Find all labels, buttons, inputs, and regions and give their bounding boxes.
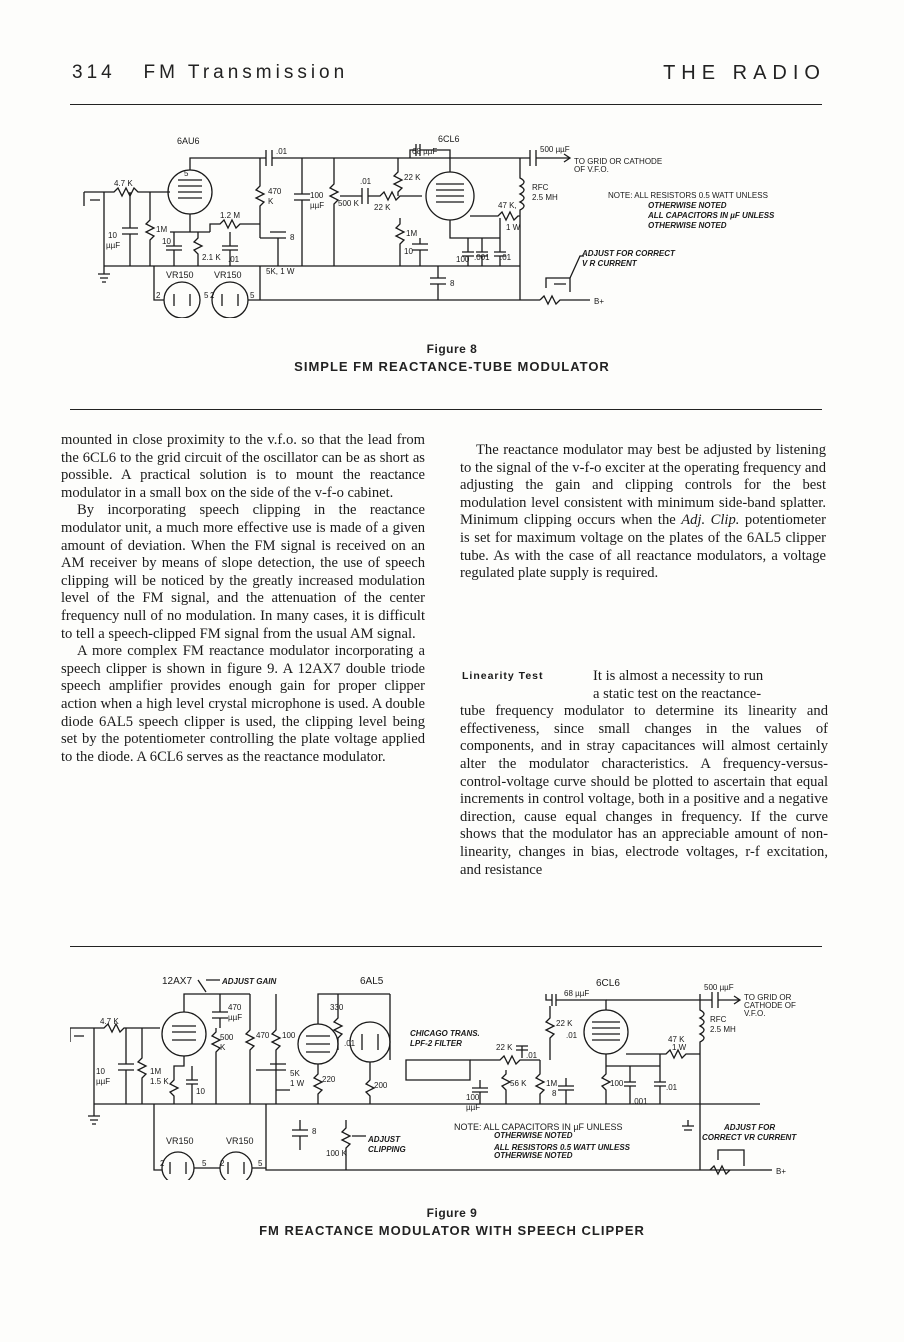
- figure-8-number: Figure 8: [426, 342, 478, 356]
- svg-text:1.5 K: 1.5 K: [150, 1077, 169, 1086]
- svg-text:1M: 1M: [406, 229, 418, 238]
- svg-text:VR150: VR150: [214, 270, 242, 280]
- svg-text:4.7 K: 4.7 K: [100, 1017, 119, 1026]
- svg-text:10: 10: [108, 231, 117, 240]
- svg-text:470: 470: [268, 187, 282, 196]
- fig9-tube2: 6AL5: [360, 976, 384, 987]
- svg-text:100: 100: [466, 1093, 480, 1102]
- svg-text:V.F.O.: V.F.O.: [744, 1009, 766, 1018]
- svg-text:.01: .01: [566, 1031, 578, 1040]
- svg-text:100: 100: [456, 255, 470, 264]
- svg-text:2: 2: [210, 291, 215, 300]
- svg-text:.001: .001: [632, 1097, 648, 1106]
- linearity-body: tube frequency modulator to determine its linearity and effectiveness, since small changes in the values of components, and in stray capacitances will almost certainly alter the modulator characteristics. A frequency-versus-control-voltage curve should be plotted to ascertain that equal increments in control voltage, both in a positive and a negative direction, cause equal changes in frequency. If the curve shows that the modulator has an appreciable amount of non-linearity, changes in bias, electrode voltages, r-f excitation, and resistance: [460, 703, 828, 878]
- svg-text:1M: 1M: [156, 225, 168, 234]
- svg-text:.01: .01: [666, 1083, 678, 1092]
- svg-text:2.1 K: 2.1 K: [202, 253, 221, 262]
- svg-text:.01: .01: [276, 147, 288, 156]
- figure-8-rule: [70, 409, 822, 410]
- svg-text:2.5 MH: 2.5 MH: [710, 1025, 736, 1034]
- figure-8-schematic: [70, 128, 822, 318]
- svg-text:µµF: µµF: [228, 1013, 243, 1022]
- svg-text:22 K: 22 K: [374, 203, 391, 212]
- figure-9-top-rule: [70, 946, 822, 947]
- svg-text:LPF-2 FILTER: LPF-2 FILTER: [410, 1039, 462, 1048]
- svg-text:ALL CAPACITORS IN µF UNLESS: ALL CAPACITORS IN µF UNLESS: [648, 211, 775, 220]
- svg-text:500 µµF: 500 µµF: [704, 983, 734, 992]
- body-right-column: [460, 442, 826, 583]
- fig8-bplus: B+: [594, 297, 605, 306]
- body-left-column: [61, 432, 425, 766]
- svg-text:OTHERWISE NOTED: OTHERWISE NOTED: [648, 221, 727, 230]
- svg-text:100 K: 100 K: [326, 1149, 347, 1158]
- page-number: 314: [72, 62, 116, 83]
- publication-title: THE RADIO: [663, 62, 826, 84]
- svg-text:µµF: µµF: [310, 201, 325, 210]
- svg-text:.001: .001: [474, 253, 490, 262]
- svg-text:ADJUST: ADJUST: [368, 1135, 401, 1144]
- svg-text:500 µµF: 500 µµF: [540, 145, 570, 154]
- svg-text:500: 500: [220, 1033, 234, 1042]
- linearity-test-section: [460, 668, 828, 879]
- svg-text:2: 2: [160, 1159, 165, 1168]
- svg-text:56 K: 56 K: [510, 1079, 527, 1088]
- svg-text:µµF: µµF: [466, 1103, 481, 1112]
- svg-text:1M: 1M: [546, 1079, 558, 1088]
- svg-text:RFC: RFC: [710, 1015, 727, 1024]
- svg-text:OTHERWISE NOTED: OTHERWISE NOTED: [494, 1131, 573, 1140]
- figure-9-caption: [0, 1206, 904, 1238]
- fig9-tube3: 6CL6: [596, 978, 620, 989]
- fig9-bplus: B+: [776, 1167, 787, 1176]
- svg-text:1 W: 1 W: [672, 1043, 687, 1052]
- svg-text:22 K: 22 K: [556, 1019, 573, 1028]
- linearity-line-1: It is almost a necessity to run: [593, 668, 764, 684]
- svg-text:8: 8: [450, 279, 455, 288]
- svg-text:5: 5: [184, 169, 189, 178]
- figure-9-number: Figure 9: [426, 1206, 478, 1220]
- svg-text:10: 10: [162, 237, 171, 246]
- svg-text:1 W: 1 W: [506, 223, 521, 232]
- svg-text:47 K,: 47 K,: [498, 201, 517, 210]
- svg-text:22 K: 22 K: [496, 1043, 513, 1052]
- svg-text:ADJUST GAIN: ADJUST GAIN: [222, 977, 277, 986]
- svg-text:K: K: [220, 1043, 226, 1052]
- body-left-para-3: A more complex FM reactance modulator incorporating a speech clipper is shown in figure 9. A 12AX7 double triode speech amplifier provides enough gain for proper clipper action when a high level crystal microphone is used. A double diode 6AL5 speech clipper is used, the clipping level being set by the potentiometer controlling the plate voltage applied to the diode. A 6CL6 serves as the reactance modulator.: [61, 643, 425, 765]
- svg-text:V R CURRENT: V R CURRENT: [582, 259, 637, 268]
- svg-text:VR150: VR150: [226, 1136, 254, 1146]
- svg-text:CLIPPING: CLIPPING: [368, 1145, 406, 1154]
- svg-text:µµF: µµF: [96, 1077, 111, 1086]
- svg-text:OTHERWISE NOTED: OTHERWISE NOTED: [494, 1151, 573, 1160]
- svg-text:200: 200: [374, 1081, 388, 1090]
- svg-text:5: 5: [250, 291, 255, 300]
- svg-text:10: 10: [196, 1087, 205, 1096]
- svg-text:470: 470: [256, 1031, 270, 1040]
- svg-text:2: 2: [220, 1159, 225, 1168]
- svg-text:TO GRID OR: TO GRID OR: [744, 993, 792, 1002]
- svg-text:OTHERWISE NOTED: OTHERWISE NOTED: [648, 201, 727, 210]
- svg-text:.01: .01: [526, 1051, 538, 1060]
- header-rule: [70, 104, 822, 105]
- svg-text:VR150: VR150: [166, 1136, 194, 1146]
- linearity-heading: Linearity Test: [462, 670, 544, 682]
- svg-text:ADJUST FOR: ADJUST FOR: [724, 1123, 776, 1132]
- svg-text:.01: .01: [228, 255, 240, 264]
- svg-text:OF V.F.O.: OF V.F.O.: [574, 165, 609, 174]
- fig8-tube1: 6AU6: [177, 136, 200, 146]
- svg-text:ADJUST FOR CORRECT: ADJUST FOR CORRECT: [582, 249, 675, 258]
- svg-text:8: 8: [312, 1127, 317, 1136]
- svg-text:10: 10: [96, 1067, 105, 1076]
- svg-text:5K, 1 W: 5K, 1 W: [266, 267, 295, 276]
- svg-text:1M: 1M: [150, 1067, 162, 1076]
- svg-text:2: 2: [156, 291, 161, 300]
- svg-text:K: K: [268, 197, 274, 206]
- svg-text:2.5 MH: 2.5 MH: [532, 193, 558, 202]
- section-title: FM Transmission: [143, 62, 349, 83]
- svg-text:TO GRID OR CATHODE: TO GRID OR CATHODE: [574, 157, 663, 166]
- svg-text:8: 8: [290, 233, 295, 242]
- svg-text:VR150: VR150: [166, 270, 194, 280]
- fig9-note: NOTE: ALL CAPACITORS IN µF UNLESS: [454, 1122, 623, 1132]
- figure-9-schematic: [70, 970, 822, 1180]
- body-right-para-1: The reactance modulator may best be adjusted by listening to the signal of the v-f-o exciter at the operating frequency and adjusting the gain and clipping controls for the best modulation level consistent with minimum side-band splatter. Minimum clipping occurs when the Adj. Clip. potentiometer is set for maximum voltage on the plates of the 6AL5 clipper tube. As with the case of all reactance modulators, a voltage regulated plate supply is required.: [460, 442, 826, 582]
- svg-text:10: 10: [404, 247, 413, 256]
- svg-text:CHICAGO TRANS.: CHICAGO TRANS.: [410, 1029, 480, 1038]
- body-left-para-2: By incorporating speech clipping in the reactance modulator unit, a much more effective use is made of a given amount of deviation. When the FM signal is received on an AM receiver by means of slope detection, the use of speech clipping will be noticed by the greatly increased modulation level of the FM signal, and the attenuation of the center frequency null of no modulation. In many cases, it is difficult to tell a speech-clipped FM signal from the usual AM signal.: [61, 502, 425, 642]
- svg-text:1.2 M: 1.2 M: [220, 211, 241, 220]
- svg-text:5: 5: [204, 291, 209, 300]
- svg-text:68 µµF: 68 µµF: [564, 989, 590, 998]
- fig8-r47k: 4.7 K: [114, 179, 133, 188]
- svg-text:.01: .01: [344, 1039, 356, 1048]
- svg-text:100: 100: [282, 1031, 296, 1040]
- svg-text:8: 8: [552, 1089, 557, 1098]
- svg-text:330: 330: [330, 1003, 344, 1012]
- fig9-tube1: 12AX7: [162, 976, 193, 987]
- svg-text:CATHODE OF: CATHODE OF: [744, 1001, 796, 1010]
- svg-text:100: 100: [610, 1079, 624, 1088]
- figure-8-title: SIMPLE FM REACTANCE-TUBE MODULATOR: [294, 359, 610, 374]
- svg-text:68 µµF: 68 µµF: [412, 147, 438, 156]
- svg-text:1 W: 1 W: [290, 1079, 305, 1088]
- svg-text:5: 5: [202, 1159, 207, 1168]
- svg-text:470: 470: [228, 1003, 242, 1012]
- svg-text:CORRECT VR CURRENT: CORRECT VR CURRENT: [702, 1133, 797, 1142]
- svg-text:22 K: 22 K: [404, 173, 421, 182]
- body-left-para-1: mounted in close proximity to the v.f.o. so that the lead from the 6CL6 to the grid circuit of the oscillator can be as short as possible. A practical solution is to mount the reactance modulator in a small box on the side of the v-f-o cabinet.: [61, 432, 425, 501]
- svg-text:47 K: 47 K: [668, 1035, 685, 1044]
- svg-text:500 K: 500 K: [338, 199, 359, 208]
- svg-text:.01: .01: [500, 253, 512, 262]
- linearity-line-2: a static test on the reactance-: [593, 685, 762, 702]
- svg-text:RFC: RFC: [532, 183, 549, 192]
- page-header-left: [72, 62, 348, 84]
- svg-text:100: 100: [310, 191, 324, 200]
- figure-8-caption: [0, 342, 904, 374]
- svg-text:5: 5: [258, 1159, 263, 1168]
- svg-text:.01: .01: [360, 177, 372, 186]
- fig8-note: NOTE: ALL RESISTORS 0.5 WATT UNLESS: [608, 191, 768, 200]
- svg-text:220: 220: [322, 1075, 336, 1084]
- fig8-tube2: 6CL6: [438, 134, 460, 144]
- figure-9-title: FM REACTANCE MODULATOR WITH SPEECH CLIPPER: [259, 1223, 645, 1238]
- svg-text:ALL RESISTORS 0.5 WATT UNLESS: ALL RESISTORS 0.5 WATT UNLESS: [494, 1143, 631, 1152]
- svg-text:µµF: µµF: [106, 241, 121, 250]
- svg-text:5K: 5K: [290, 1069, 300, 1078]
